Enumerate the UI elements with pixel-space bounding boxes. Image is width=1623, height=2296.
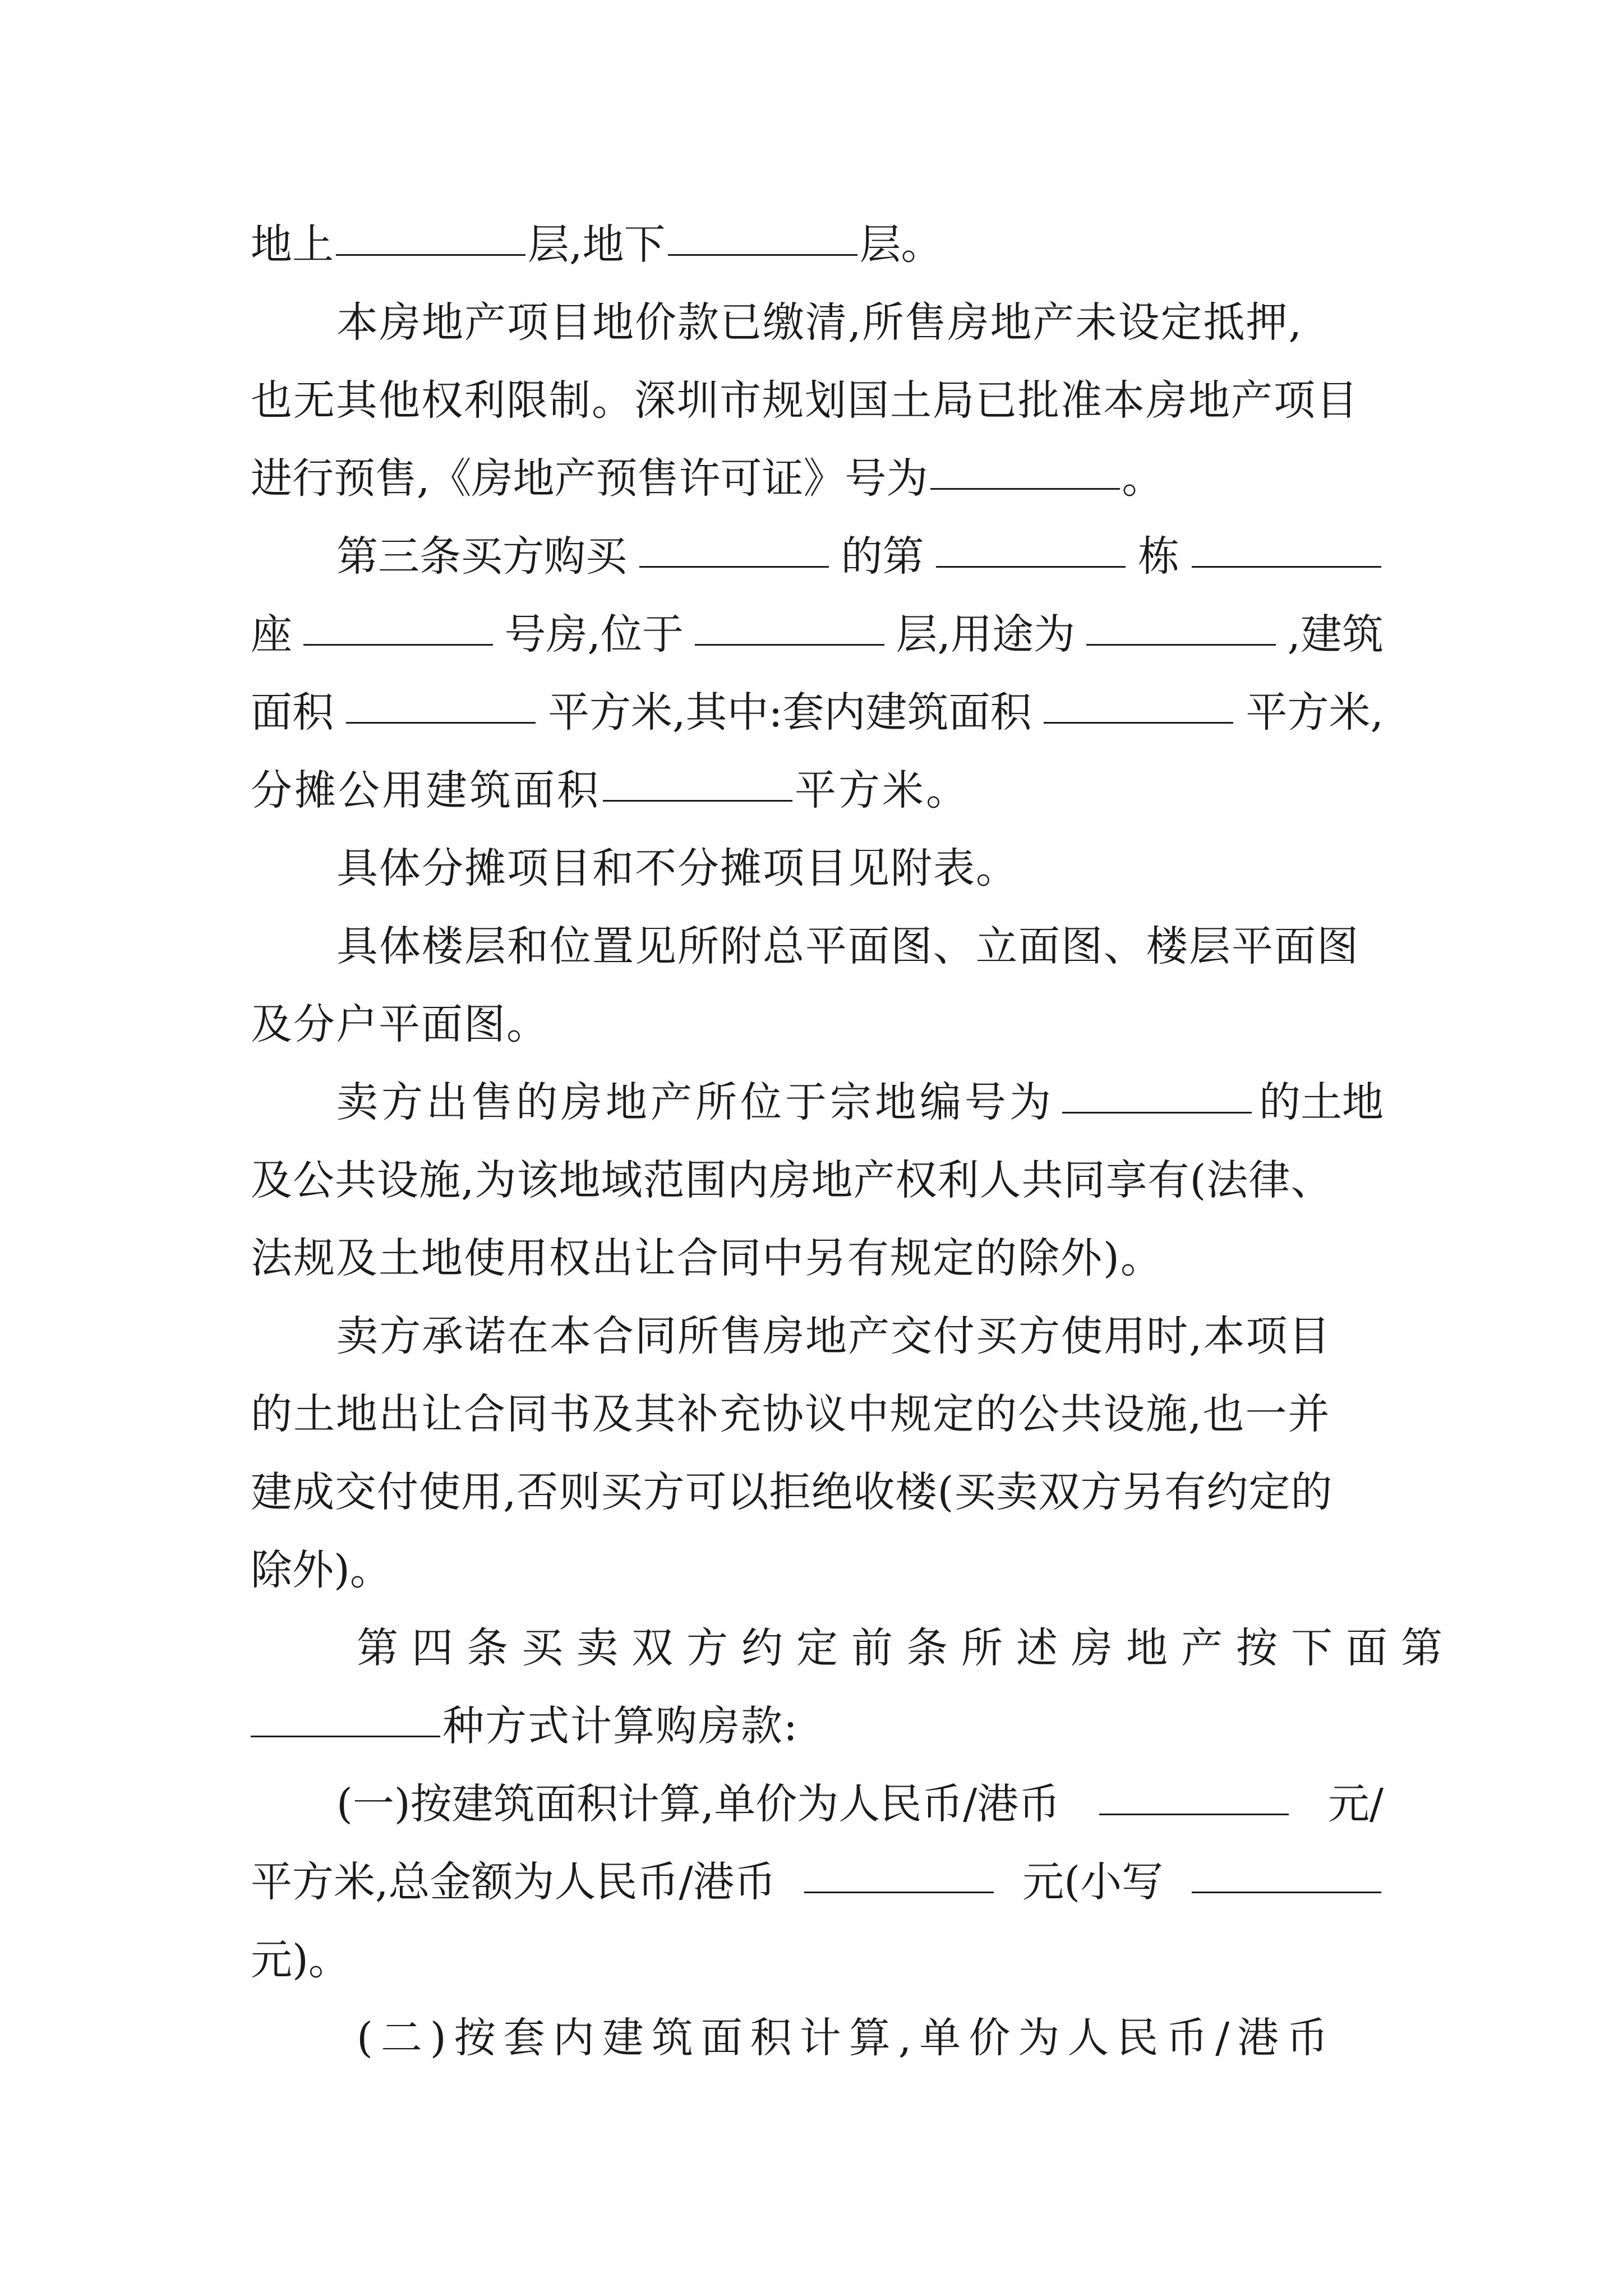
text-segment: 地上 <box>251 220 334 269</box>
text-line <box>251 751 1384 830</box>
blank-field <box>1086 610 1276 646</box>
text-line <box>251 1219 1384 1297</box>
blank-field <box>1192 1858 1381 1893</box>
text-line <box>251 1531 1384 1609</box>
blank-field <box>603 766 792 802</box>
blank-field <box>1044 688 1233 724</box>
text-segment: 层,地下 <box>528 220 666 269</box>
text-segment: 第三条买方购买 <box>336 532 627 581</box>
text-segment: 的第 <box>841 532 924 581</box>
text-segment: 元/ <box>1328 1780 1384 1828</box>
text-segment: 建成交付使用,否则买方可以拒绝收楼(买卖双方另有约定的 <box>251 1468 1333 1516</box>
text-line <box>251 361 1384 440</box>
text-line <box>336 283 1384 362</box>
text-line <box>251 1843 1384 1921</box>
text-segment: 第四条买卖双方约定前条所述房地产按下面第 <box>357 1624 1456 1672</box>
text-segment: 层,用途为 <box>896 610 1075 659</box>
text-line <box>251 673 1384 752</box>
text-segment: 本房地产项目地价款已缴清,所售房地产未设定抵押, <box>336 298 1303 347</box>
text-line <box>336 829 1384 908</box>
text-line <box>336 517 1384 596</box>
blank-field <box>936 532 1126 568</box>
text-segment: 种方式计算购房款: <box>442 1702 799 1750</box>
text-segment: 平方米。 <box>795 766 970 815</box>
blank-field <box>804 1858 994 1893</box>
text-line <box>251 1141 1384 1220</box>
blank-field <box>695 610 884 646</box>
text-line <box>251 1453 1384 1531</box>
text-segment: 进行预售,《房地产预售许可证》号为 <box>251 454 928 503</box>
text-line <box>336 1297 1384 1375</box>
text-segment: 也无其他权利限制。深圳市规划国土局已批准本房地产项目 <box>251 376 1359 425</box>
text-line <box>251 439 1384 518</box>
text-segment: ,建筑 <box>1287 610 1384 659</box>
text-line <box>336 1765 1384 1843</box>
blank-field <box>668 220 857 256</box>
text-segment: 。 <box>1122 454 1164 503</box>
text-segment: 分摊公用建筑面积 <box>251 766 601 815</box>
text-line <box>251 1921 1384 1999</box>
text-segment: 除外)。 <box>251 1546 391 1594</box>
text-segment: 卖方承诺在本合同所售房地产交付买方使用时,本项目 <box>336 1312 1331 1360</box>
text-segment: 卖方出售的房地产所位于宗地编号为 <box>336 1078 1054 1126</box>
blank-field <box>639 532 829 568</box>
blank-field <box>336 220 525 256</box>
text-segment: 栋 <box>1138 532 1180 581</box>
text-segment: 及公共设施,为该地域范围内房地产权利人共同享有(法律、 <box>251 1156 1333 1204</box>
text-line <box>357 1999 1384 2077</box>
blank-field <box>1192 532 1381 568</box>
text-line <box>251 595 1384 674</box>
text-line <box>357 1609 1456 1687</box>
text-segment: 的土地 <box>1259 1078 1384 1126</box>
text-line <box>251 205 1384 284</box>
blank-field <box>251 1702 440 1737</box>
text-segment: 的土地出让合同书及其补充协议中规定的公共设施,也一并 <box>251 1390 1331 1438</box>
text-segment: 层。 <box>859 220 943 269</box>
blank-field <box>303 610 493 646</box>
text-segment: 座 <box>251 610 292 659</box>
text-segment: (一)按建筑面积计算,单价为人民币/港币 <box>336 1780 1061 1828</box>
text-segment: 及分户平面图。 <box>251 1000 549 1048</box>
blank-field <box>930 454 1120 490</box>
text-line <box>336 1063 1384 1142</box>
text-line <box>251 1375 1384 1453</box>
text-line <box>251 1687 1384 1765</box>
text-segment: 号房,位于 <box>504 610 684 659</box>
blank-field <box>1099 1780 1289 1815</box>
text-segment: 元)。 <box>251 1936 350 1984</box>
text-segment: 元(小写 <box>1022 1858 1164 1906</box>
text-segment: 平方米,总金额为人民币/港币 <box>251 1858 776 1906</box>
blank-field <box>346 688 536 724</box>
text-segment: 面积 <box>251 688 334 737</box>
blank-field <box>1062 1078 1252 1114</box>
text-segment: 具体分摊项目和不分摊项目见附表。 <box>336 844 1018 892</box>
text-segment: 平方米,其中:套内建筑面积 <box>548 688 1032 737</box>
text-segment: 具体楼层和位置见所附总平面图、立面图、楼层平面图 <box>336 922 1359 970</box>
text-segment: 平方米, <box>1246 688 1384 737</box>
text-segment: (二)按套内建筑面积计算,单价为人民币/港币 <box>357 2014 1336 2062</box>
text-segment: 法规及土地使用权出让合同中另有规定的除外)。 <box>251 1234 1163 1282</box>
text-line <box>251 985 1384 1064</box>
text-line <box>336 907 1384 986</box>
